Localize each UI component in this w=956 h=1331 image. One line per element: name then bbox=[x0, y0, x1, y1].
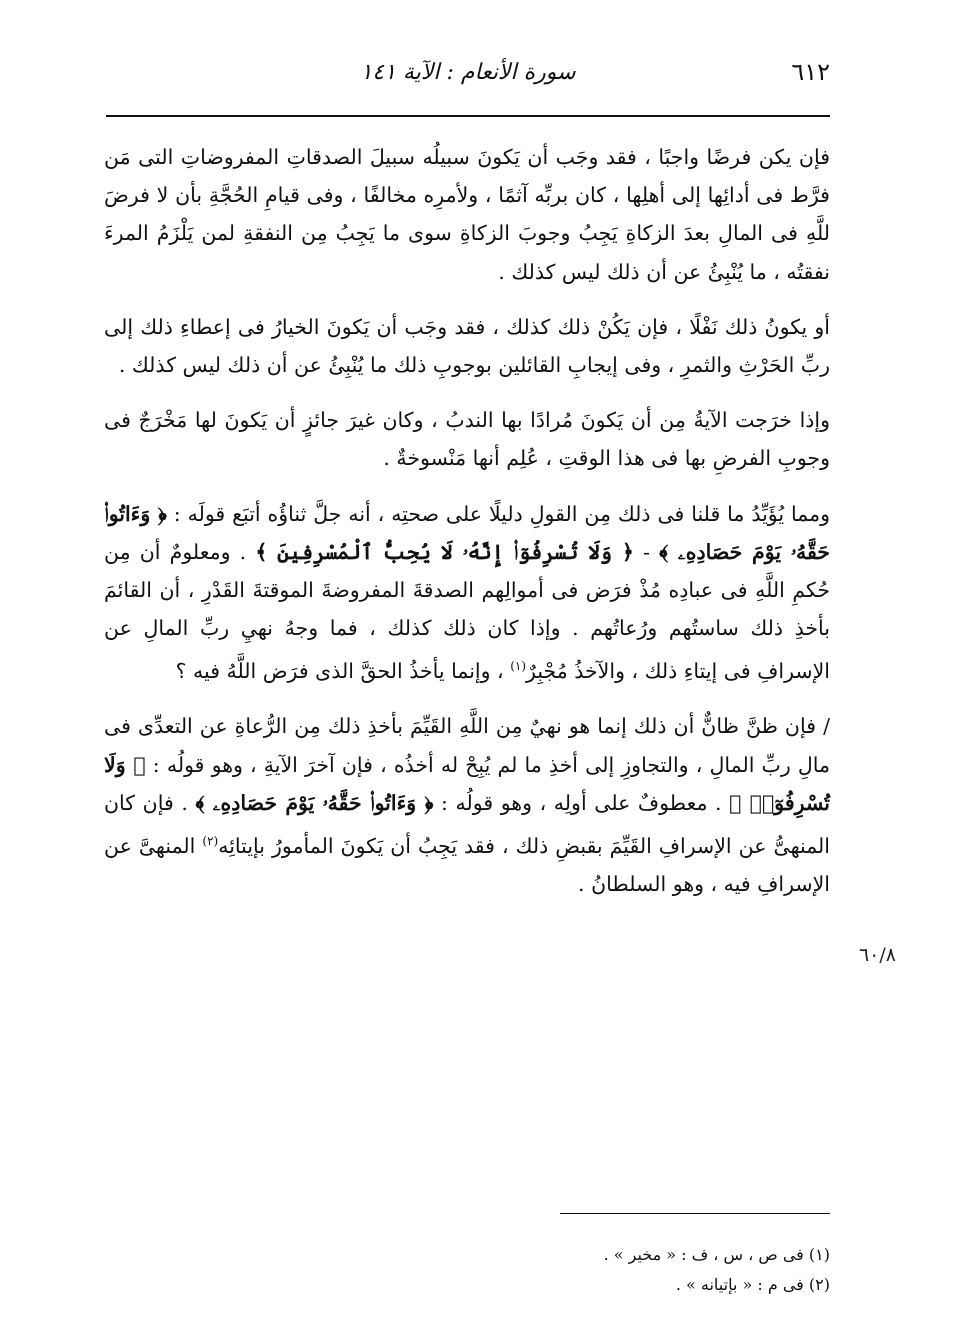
paragraph bbox=[104, 138, 830, 291]
paragraph-intro: ومما يُؤَيِّدُ ما قلنا فى ذلك مِن القولِ دليلًا على صحتِه ، أنه جلَّ ثناؤُه أتبَع قولَه : bbox=[173, 501, 830, 526]
verse-separator: - bbox=[633, 539, 660, 564]
paragraph-text-segment: ، وإنما يأخذُ الحقَّ الذى فرَض اللَّهُ فيه ؟ bbox=[175, 659, 511, 684]
paragraph-text-segment: المنهىَّ عن الإسرافِ فيه ، وهو السلطانُ . bbox=[104, 833, 830, 897]
paragraph-text bbox=[104, 707, 830, 903]
paragraph bbox=[104, 495, 830, 691]
quran-verse: ﴿ وَلَا تُسْرِفُوٓا۟ إِنَّهُۥ لَا يُحِبُّ ٱلْمُسْرِفِينَ ﴾ bbox=[255, 539, 634, 564]
footnotes bbox=[130, 1240, 830, 1300]
page-number: ٦١٢ bbox=[791, 58, 830, 86]
running-title: سورة الأنعام : الآية ١٤١ bbox=[360, 60, 576, 85]
margin-volume-page-note: ٦٠/٨ bbox=[858, 944, 896, 966]
paragraph-text bbox=[104, 495, 830, 691]
quran-verse: ﴿ وَءَاتُوا۟ حَقَّهُۥ يَوْمَ حَصَادِهِۦ ﴾ bbox=[195, 790, 434, 815]
paragraph bbox=[104, 308, 830, 384]
paragraph-text-segment: . معطوفٌ على أولِه ، وهو قولُه : bbox=[433, 790, 730, 815]
paragraph-text: وإذا خرَجت الآيةُ مِن أن يَكونَ مُرادًا بها الندبُ ، وكان غيرَ جائزٍ أن يَكونَ لها مَخْرَجٌ فى وجوبِ الفرضِ بها فى هذا الوقتِ ، عُلِم أنها مَنْسوخةٌ . bbox=[104, 408, 830, 471]
footnote: (١) فى ص ، س ، ف : « مخير » . bbox=[603, 1245, 830, 1264]
footnote-rule bbox=[560, 1213, 830, 1214]
page-header bbox=[106, 58, 830, 98]
quran-verse: ﴿ وَءَاتُوا۟ حَقَّهُۥ يَوْمَ حَصَادِهِۦ ﴾ bbox=[104, 501, 830, 564]
paragraph bbox=[104, 707, 830, 903]
paragraph-text-segment: / فإن ظنَّ ظانٌّ أن ذلك إنما هو نهيٌ مِن اللَّهِ القَيِّمَ بأخذِ ذلك مِن الرُّعاةِ عن التعدِّى فى مالِ ربِّ المالِ ، والتجاوزِ إلى أخذِ ما لم يُبِحْ له أخذُه ، فإن آخرَ الآيةِ ، وهو قولُه : bbox=[104, 714, 831, 777]
paragraph-text-segment: . فإن كان المنهىُّ عن الإسرافِ القَيِّمَ بقبضِ ذلك ، فقد يَجِبُ أن يَكونَ المأمورُ بإيتائِه bbox=[104, 790, 830, 858]
paragraph-text-segment: . ومعلومٌ أن مِن حُكمِ اللَّهِ فى عبادِه مُذْ فرَض فى أموالِهم الصدقةَ المفروضةَ الموقتةَ القَدْرِ ، أن القائمَ بأخذِ ذلك ساستُهم ورُعاتُهم . وإذا كان ذلك كذلك ، فما وجهُ نهيِ ربِّ المالِ عن الإسرافِ فى إيتاءِ ذلك ، والآخذُ مُجْبِرٌ bbox=[104, 539, 830, 684]
footnote: (٢) فى م : « بإتيانه » . bbox=[675, 1275, 830, 1294]
footnote-reference: (٢) bbox=[202, 834, 219, 849]
footnote-reference: (١) bbox=[510, 659, 527, 674]
paragraph bbox=[104, 401, 830, 477]
paragraph-text: أو يكونُ ذلك نَفْلًا ، فإن يَكُنْ ذلك كذلك ، فقد وجَب أن يَكونَ الخيارُ فى إعطاءِ ذلك إلى ربِّ الحَرْثِ والثمرِ ، وفى إيجابِ القائلين بوجوبِ ذلك ما يُنْبِئُ عن أن ذلك ليس كذلك . bbox=[104, 314, 830, 378]
header-rule bbox=[106, 115, 830, 117]
paragraph-text: فإن يكن فرضًا واجبًا ، فقد وجَب أن يَكونَ سبيلُه سبيلَ الصدقاتِ المفروضاتِ التى مَن فرَّط فى أدائِها إلى أهلِها ، كان بربِّه آثمًا ، ولأمرِه مخالفًا ، وفى قيامِ الحُجَّةِ بأن لا فرضَ للَّهِ فى المالِ بعدَ الزكاةِ يَجِبُ وجوبَ الزكاةِ سوى ما يَجِبُ مِن النفقةِ لمن يَلْزَمُ المرءَ نفقتُه ، ما يُنْبِئُ عن أن ذلك ليس كذلك . bbox=[104, 145, 830, 284]
body-text bbox=[104, 138, 830, 920]
quran-verse: ﴿ وَلَا تُسْرِفُوٓا۟ ﴾ bbox=[104, 752, 830, 815]
